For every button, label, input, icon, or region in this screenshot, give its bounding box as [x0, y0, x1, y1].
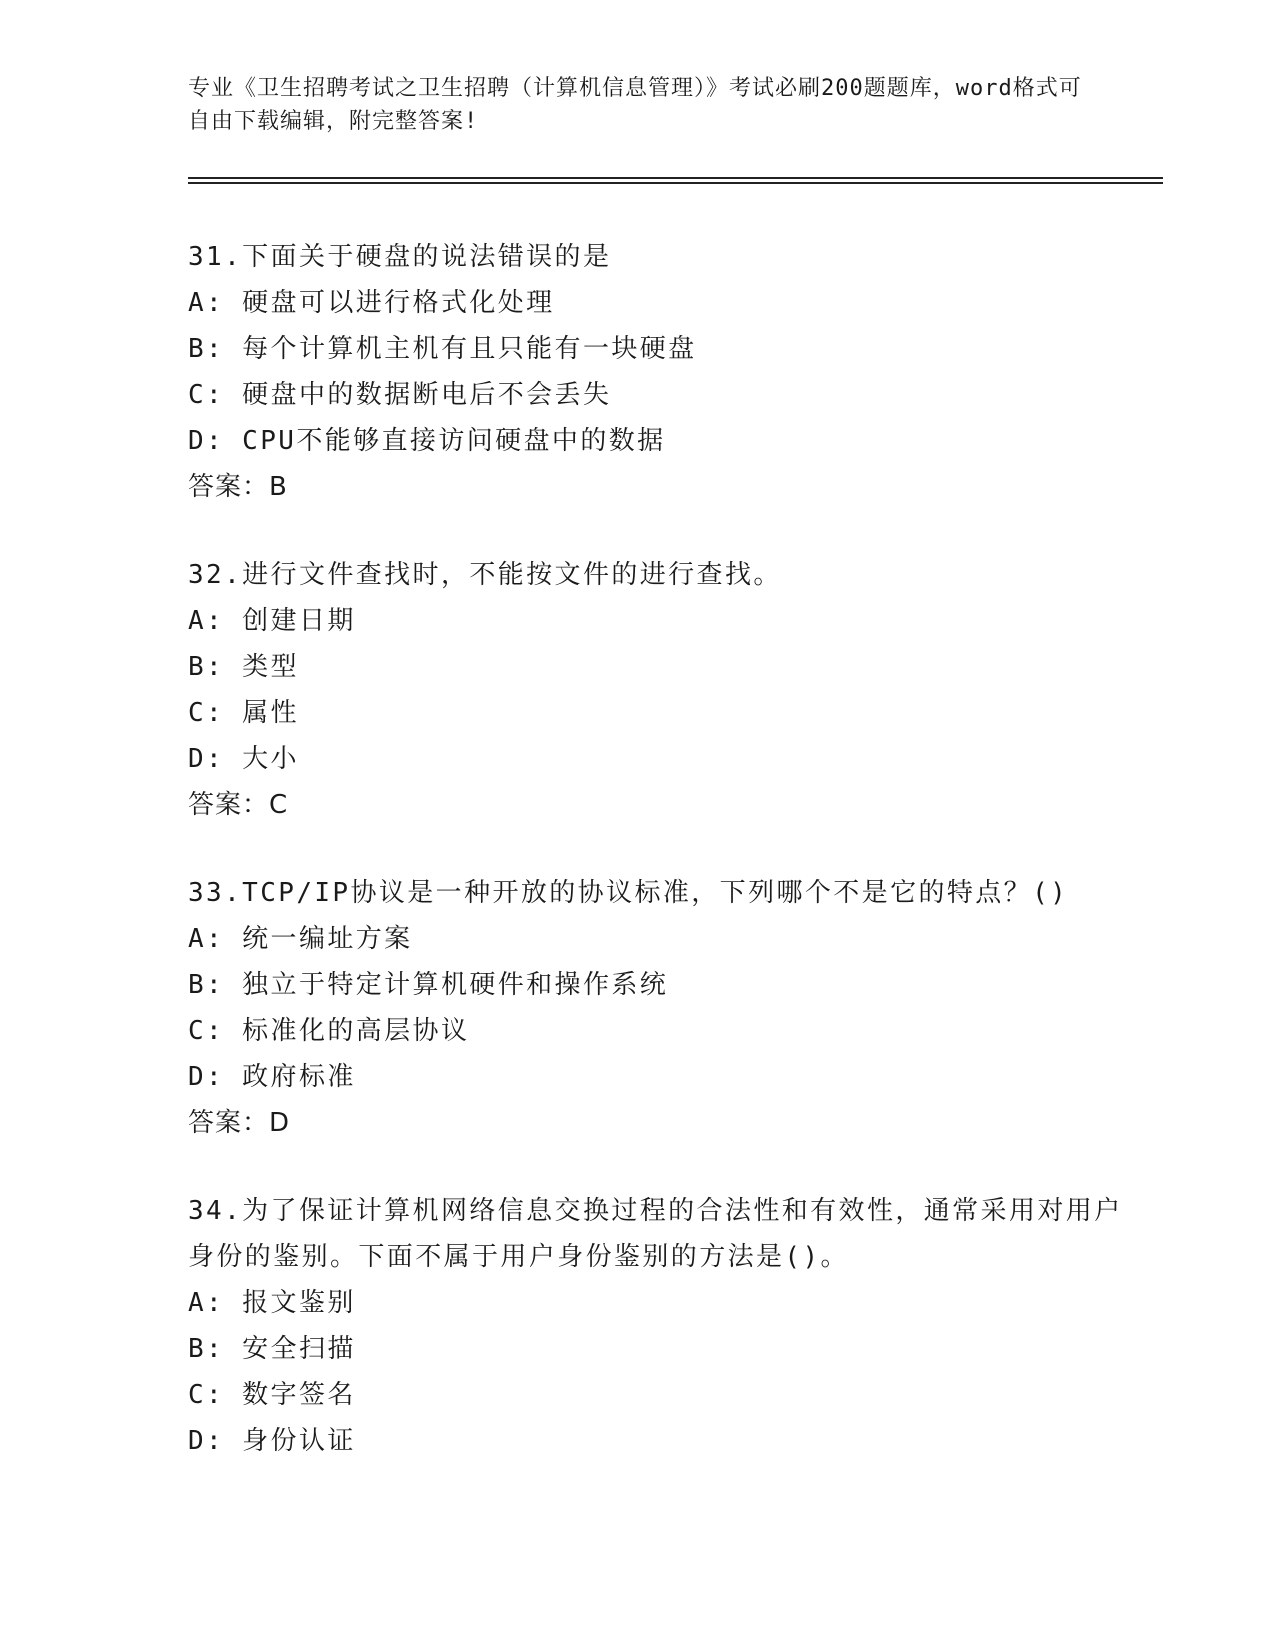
- question-stem: 33.TCP/IP协议是一种开放的协议标准，下列哪个不是它的特点？(): [188, 878, 1069, 908]
- answer-line: 答案：B: [188, 472, 288, 502]
- option-d: D: 政府标准: [188, 1062, 356, 1092]
- document-header: 专业《卫生招聘考试之卫生招聘（计算机信息管理）》考试必刷200题题库，word格式可自由下载编辑，附完整答案!: [188, 76, 1082, 134]
- option-b: B: 每个计算机主机有且只能有一块硬盘: [188, 334, 697, 364]
- option-b: B: 类型: [188, 652, 299, 682]
- option-c: C: 硬盘中的数据断电后不会丢失: [188, 380, 612, 410]
- option-a: A: 统一编址方案: [188, 924, 413, 954]
- header-divider-top: [188, 177, 1163, 179]
- option-c: C: 数字签名: [188, 1380, 356, 1410]
- question-list: [188, 234, 1148, 1506]
- question-stem: 31.下面关于硬盘的说法错误的是: [188, 242, 612, 272]
- option-c: C: 属性: [188, 698, 299, 728]
- option-a: A: 报文鉴别: [188, 1288, 356, 1318]
- option-b: B: 独立于特定计算机硬件和操作系统: [188, 970, 669, 1000]
- question-stem: 32.进行文件查找时，不能按文件的进行查找。: [188, 560, 782, 590]
- question-33: [188, 870, 1148, 1146]
- option-c: C: 标准化的高层协议: [188, 1016, 470, 1046]
- option-b: B: 安全扫描: [188, 1334, 356, 1364]
- answer-line: 答案：C: [188, 790, 289, 820]
- header-divider-bottom: [188, 182, 1163, 184]
- answer-line: 答案：D: [188, 1108, 291, 1138]
- question-stem: 34.为了保证计算机网络信息交换过程的合法性和有效性，通常采用对用户身份的鉴别。下面不属于用户身份鉴别的方法是()。: [188, 1196, 1123, 1272]
- option-d: D: 大小: [188, 744, 299, 774]
- option-d: D: 身份认证: [188, 1426, 356, 1456]
- question-34: [188, 1188, 1148, 1464]
- question-31: [188, 234, 1148, 510]
- option-a: A: 创建日期: [188, 606, 356, 636]
- question-32: [188, 552, 1148, 828]
- option-d: D: CPU不能够直接访问硬盘中的数据: [188, 426, 666, 456]
- option-a: A: 硬盘可以进行格式化处理: [188, 288, 555, 318]
